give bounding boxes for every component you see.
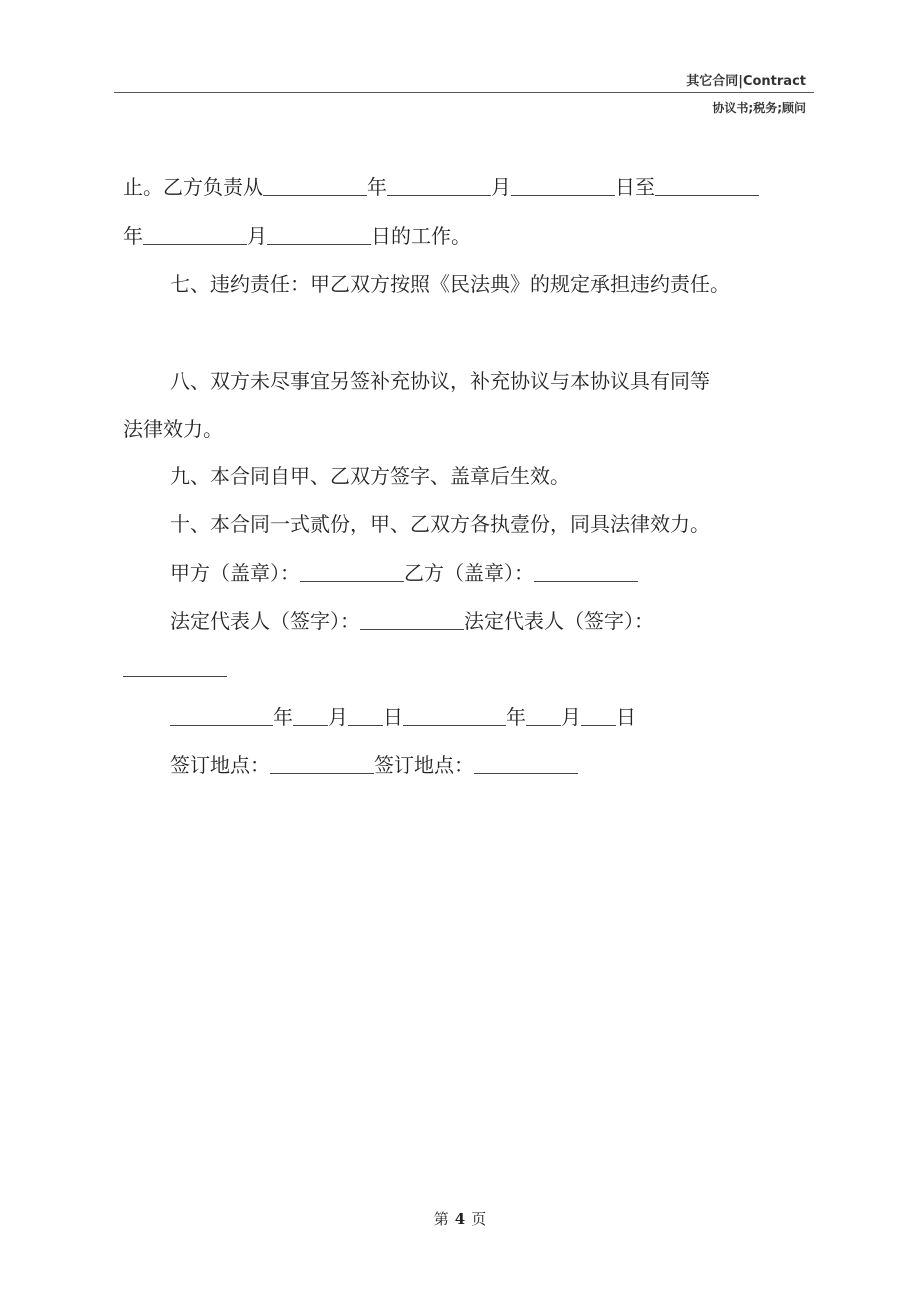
date-a-day-blank bbox=[348, 705, 383, 726]
clause-8-line-2: 法律效力。 bbox=[123, 417, 223, 441]
month-label: 月 bbox=[491, 175, 511, 199]
work-end-text: 日的工作。 bbox=[371, 224, 471, 248]
work-period-line-1 bbox=[123, 173, 759, 201]
start-month-blank bbox=[387, 175, 491, 196]
representative-line bbox=[170, 607, 654, 635]
year-label: 年 bbox=[367, 175, 387, 199]
year-label: 年 bbox=[273, 705, 293, 729]
clause-7: 七、违约责任：甲乙双方按照《民法典》的规定承担违约责任。 bbox=[170, 272, 730, 296]
year-label: 年 bbox=[506, 705, 526, 729]
clause-9: 九、本合同自甲、乙双方签字、盖章后生效。 bbox=[170, 464, 570, 488]
date-b-day-blank bbox=[581, 705, 616, 726]
page-prefix: 第 bbox=[433, 1210, 449, 1228]
month-label: 月 bbox=[247, 224, 267, 248]
date-line bbox=[170, 703, 636, 731]
date-b-month-blank bbox=[526, 705, 561, 726]
end-year-blank bbox=[655, 175, 759, 196]
page-suffix: 页 bbox=[471, 1210, 487, 1228]
end-month-blank bbox=[143, 224, 247, 245]
rep-b-blank bbox=[123, 656, 227, 677]
header-divider bbox=[114, 92, 814, 93]
day-label: 日 bbox=[616, 705, 636, 729]
rep-a-label: 法定代表人（签字）： bbox=[170, 609, 360, 633]
document-tags: 协议书;税务;顾问 bbox=[712, 101, 806, 115]
end-day-blank bbox=[267, 224, 371, 245]
day-label: 日 bbox=[383, 705, 403, 729]
day-to-label: 日至 bbox=[615, 175, 655, 199]
party-a-seal-blank bbox=[300, 561, 404, 582]
place-a-label: 签订地点： bbox=[170, 753, 270, 777]
date-b-year-blank bbox=[403, 705, 506, 726]
place-b-blank bbox=[474, 753, 578, 774]
signing-place-line bbox=[170, 751, 578, 779]
place-b-label: 签订地点： bbox=[374, 753, 474, 777]
page-number bbox=[0, 1208, 920, 1229]
start-year-blank bbox=[263, 175, 367, 196]
clause-8-line-1: 八、双方未尽事宜另签补充协议，补充协议与本协议具有同等 bbox=[170, 369, 710, 393]
document-category: 其它合同|Contract bbox=[686, 74, 806, 89]
date-a-month-blank bbox=[293, 705, 328, 726]
page-number-value: 4 bbox=[454, 1210, 466, 1228]
party-b-seal-label: 乙方（盖章）： bbox=[404, 561, 534, 585]
year-label: 年 bbox=[123, 224, 143, 248]
party-b-seal-blank bbox=[534, 561, 638, 582]
month-label: 月 bbox=[328, 705, 348, 729]
start-day-blank bbox=[511, 175, 615, 196]
rep-b-blank-line bbox=[123, 654, 227, 682]
work-period-line-2 bbox=[123, 222, 471, 250]
month-label: 月 bbox=[561, 705, 581, 729]
clause-10: 十、本合同一式贰份，甲、乙双方各执壹份，同具法律效力。 bbox=[170, 512, 710, 536]
party-a-seal-label: 甲方（盖章）： bbox=[170, 561, 300, 585]
rep-a-blank bbox=[360, 609, 464, 630]
place-a-blank bbox=[270, 753, 374, 774]
rep-b-label: 法定代表人（签字）： bbox=[464, 609, 654, 633]
seal-line bbox=[170, 559, 638, 587]
work-period-text: 止。乙方负责从 bbox=[123, 175, 263, 199]
date-a-year-blank bbox=[170, 705, 273, 726]
